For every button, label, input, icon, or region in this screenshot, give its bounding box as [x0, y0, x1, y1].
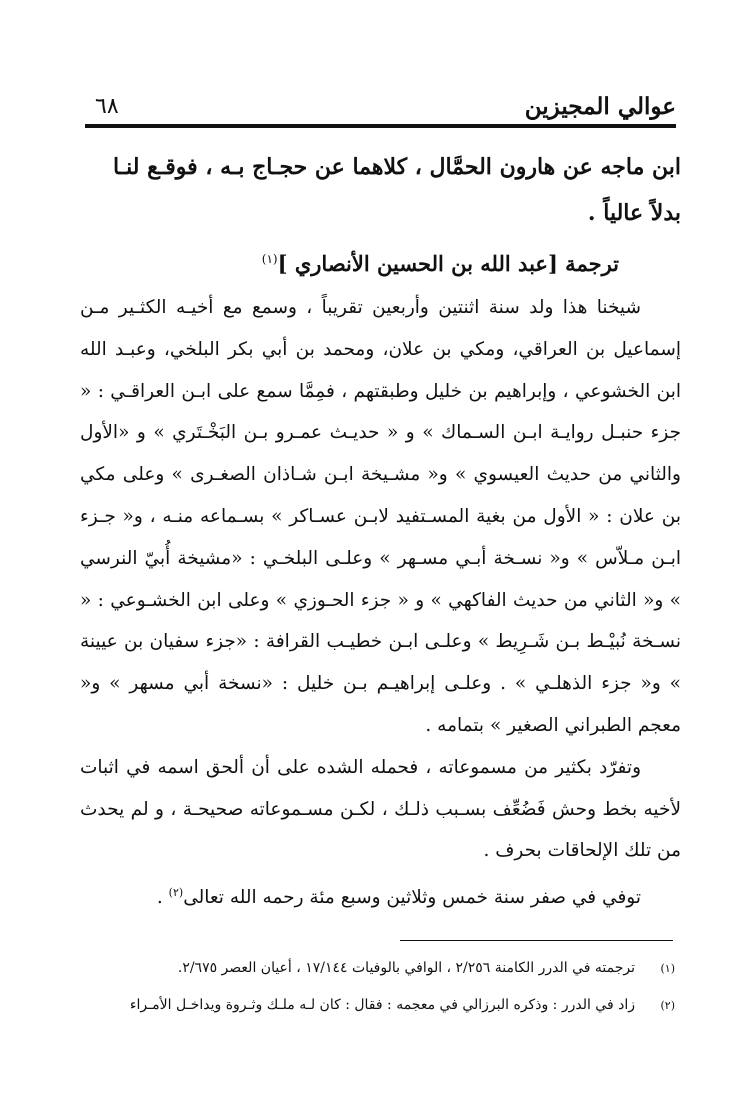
footnote-2 [80, 987, 675, 1024]
footnote-marker: (١) [660, 962, 675, 975]
header-rule [85, 124, 676, 128]
running-title: عوالي المجيزين [524, 93, 676, 120]
footnotes [80, 950, 675, 1024]
main-text [80, 144, 681, 919]
footnote-ref-2: (٢) [168, 886, 184, 900]
paragraph-3-end: . [156, 887, 169, 909]
section-heading [80, 236, 681, 287]
footnote-text: ترجمته في الدرر الكامنة ٢/٢٥٦ ، الوافي بالوفيات ١٧/١٤٤ ، أعيان العصر ٢/٦٧٥. [177, 960, 635, 976]
paragraph-2: وتفرّد بكثير من مسموعاته ، فحمله الشده على أن ألحق اسمه في اثبات لأخيه بخط وحش فَضُعِّف بسـبب ذلـك ، لكـن مسـموعاته صحيحـة ، و لم يحدث من تلك الإلحاقات بحرف . [80, 756, 681, 862]
page-header [85, 88, 676, 122]
footnote-marker: (٢) [660, 999, 675, 1012]
lead-line-1: ابن ماجه عن هارون الحمَّال ، كلاهما عن حجـاج بـه ، فوقـع لنـا [112, 154, 681, 180]
paragraph-3-text: توفي في صفر سنة خمس وثلاثين وسبع مئة رحمه الله تعالى [183, 887, 641, 909]
paragraph-3 [80, 872, 681, 919]
footnote-ref-1: (١) [261, 252, 278, 266]
paragraph-1: شيخنا هذا ولد سنة اثنتين وأربعين تقريباً ، وسمع مع أخيـه الكثـير مـن إسماعيل بن العراقي، ومكي بن علان، ومحمد بن أبي بكر البلخي، وعبـد الله ابن الخشوعي ، وإبراهيم بن خليل وطبقتهم ، فمِمَّا سمع على ابـن العراقـي : « جزء حنبـل روايـة ابـن السـماك » و « حديـث عمـرو بـن البَخْـتَري » و «الأول والثاني من حديث العيسوي » و« مشـيخة ابـن شـاذان الصغـرى » وعلى مكي بن علان : « الأول من بغية المسـتفيد لابـن عسـاكر » بسـماعه منـه ، و« جـزء ابـن مـلاّس » و« نسـخة أبـي مسـهر » وعلـى البلخـي : «مشيخة أُبيّ النرسي » و« الثاني من حديث الفاكهي » و « جزء الحـوزي » وعلى ابن الخشـوعي : « نسـخة نُبيْـط بـن شَـرِيط » وعلـى ابـن خطيـب القرافة : «جزء سفيان بن عيينة » و« جزء الذهلـي » . وعلـى إبراهيـم بـن خليل : «نسخة أبي مسهر » و« معجم الطبراني الصغير » بتمامه . [80, 297, 681, 736]
footnote-rule [400, 940, 673, 941]
footnote-text: زاد في الدرر : وذكره البرزالي في معجمه : فقال : كان لـه ملـك وثـروة ويداخـل الأمـراء [129, 997, 635, 1013]
page-number: ٦٨ [95, 94, 119, 119]
section-heading-text: ترجمة [عبد الله بن الحسين الأنصاري ] [277, 251, 619, 276]
footnote-1 [80, 950, 675, 987]
lead-line-2: بدلاً عالياً . [587, 200, 681, 226]
